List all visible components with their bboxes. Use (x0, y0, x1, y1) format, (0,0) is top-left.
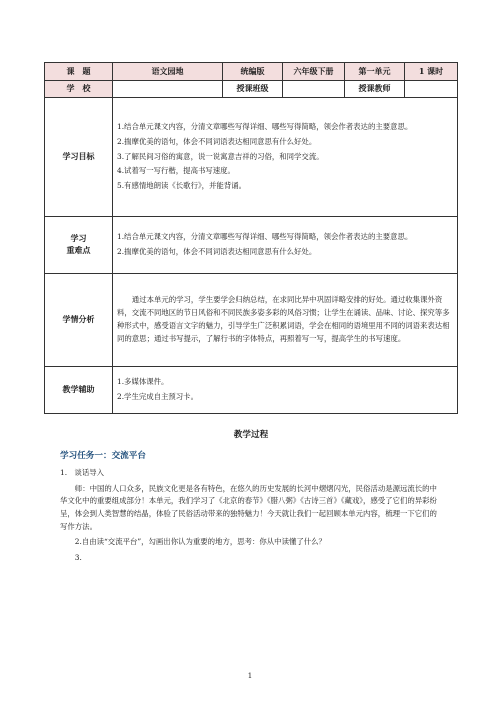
teacher-label: 授课教师 (345, 81, 405, 98)
title-label: 课 题 (45, 63, 113, 81)
task1-title: 学习任务一：交流平台 (60, 450, 146, 461)
aid-item: 1.多媒体课件。 (117, 377, 169, 387)
aids-row (45, 367, 458, 414)
step1-text: 师：中国的人口众多，民族文化更是各有特色，在悠久的历史发展的长河中熠熠闪光，民俗活动是源远流长的中华文化中的重要组成部分！本单元，我们学习了《北京的春节》《腊八粥》《古诗三首》《藏戏》，感受了它们的异彩纷呈，体会到人类智慧的结晶，体验了民俗活动带来的独特魅力！今天就让我们一起回顾本单元内容，梳理一下它们的写作方法。 (60, 483, 437, 531)
edition: 统编版 (223, 63, 283, 81)
teacher-value (405, 81, 458, 98)
hours: 1 课时 (405, 63, 458, 81)
analysis-text: 通过本单元的学习，学生要学会归纳总结，在求同比异中巩固详略安排的好处。通过收集课外资料，交流不同地区的节日风俗和不同民族多姿多彩的风俗习惯；让学生在诵读、品味、讨论、探究等多种形式中，感受语言文字的魅力，引导学生广泛积累词语，学会在相同的语境里用不同的词语来表达相同的意思；通过书写提示，了解行书的字体特点，再照着写一写，提高学生的书写速度。 (117, 295, 450, 343)
step2-text: 2.自由读“交流平台”，勾画出你认为重要的地方，思考：你从中读懂了什么？ (74, 537, 326, 547)
analysis-row (45, 274, 458, 367)
school-row (45, 81, 458, 98)
title-value: 语文园地 (113, 63, 223, 81)
step1-heading: 1. 谈话导入 (60, 468, 105, 478)
goal-item: 1.结合单元课文内容，分清文章哪些写得详细、哪些写得简略，领会作者表达的主要意思。 (117, 122, 413, 132)
goals-content (113, 98, 458, 217)
keypoint-item: 2.揣摩优美的语句，体会不同词语表达相同意思有什么好处。 (117, 247, 317, 256)
teaching-process (60, 428, 442, 567)
process-title: 教学过程 (233, 430, 269, 440)
class-value (283, 81, 345, 98)
goals-row (45, 98, 458, 217)
goal-item: 3.了解民间习俗的寓意，说一说寓意吉祥的习俗，和同学交流。 (117, 151, 324, 161)
keypoints-content (113, 217, 458, 274)
keypoints-label-line1: 学习 (70, 233, 87, 244)
analysis-content (113, 274, 458, 367)
goal-item: 2.揣摩优美的语句，体会不同词语表达相同意思有什么好处。 (117, 136, 317, 146)
goal-item: 5.有感情地朗读《长歌行》，并能背诵。 (117, 181, 246, 191)
class-label: 授课班级 (223, 81, 283, 98)
analysis-label: 学情分析 (45, 274, 113, 367)
goal-item: 4.试着写一写行楷，提高书写速度。 (117, 166, 235, 176)
step3-text: 3. (74, 552, 82, 562)
school-label: 学 校 (45, 81, 113, 98)
keypoint-item: 1.结合单元课文内容，分清文章哪些写得详细、哪些写得简略，领会作者表达的主要意思。 (117, 232, 413, 242)
keypoints-row (45, 217, 458, 274)
aids-label: 教学辅助 (45, 367, 113, 414)
goals-label: 学习目标 (45, 98, 113, 217)
page-number: 1 (247, 672, 253, 680)
aid-item: 2.学生完成自主预习卡。 (117, 392, 198, 401)
grade: 六年级下册 (283, 63, 345, 81)
header-row (45, 63, 458, 81)
aids-content (113, 367, 458, 414)
school-value (113, 81, 223, 98)
unit: 第一单元 (345, 63, 405, 81)
lesson-plan-table (44, 62, 458, 414)
keypoints-label (45, 217, 113, 274)
keypoints-label-line2: 重难点 (66, 245, 91, 255)
